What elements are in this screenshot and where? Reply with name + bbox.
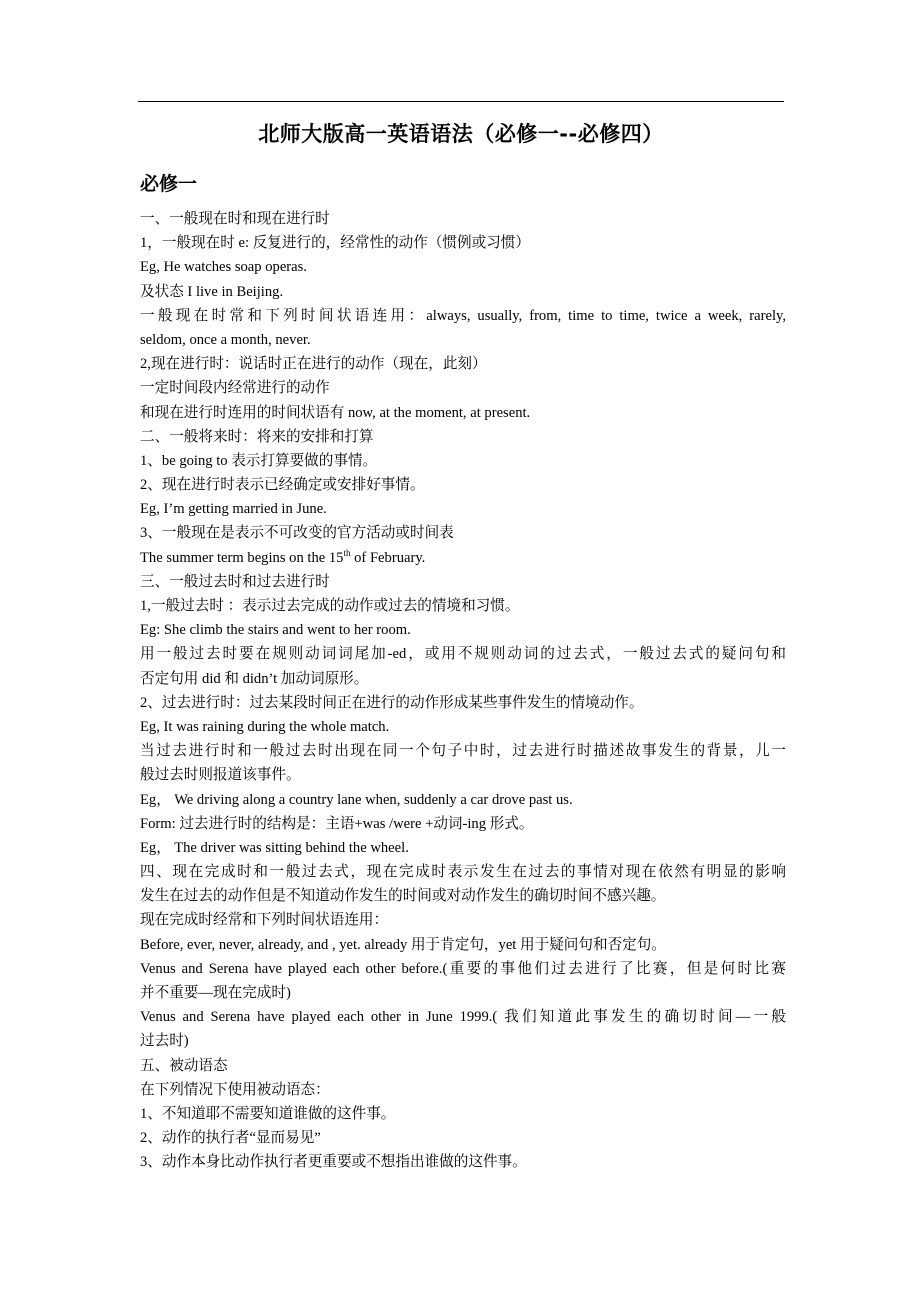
text-fragment: The summer term begins on the 15 — [140, 549, 344, 566]
header-rule — [138, 101, 784, 102]
text-line: Venus and Serena have played each other before.(重要的事他们过去进行了比赛，但是何时比赛 — [140, 960, 786, 977]
text-line: 和现在进行时连用的时间状语有 now, at the moment, at present. — [140, 404, 531, 421]
text-line: 四、现在完成时和一般过去式，现在完成时表示发生在过去的事情对现在依然有明显的影响 — [140, 864, 786, 881]
text-line: 1、不知道耶不需要知道谁做的这件事。 — [140, 1105, 396, 1122]
text-line: 2、现在进行时表示已经确定或安排好事情。 — [140, 477, 425, 494]
text-line: 现在完成时经常和下列时间状语连用： — [140, 912, 389, 929]
text-line: 发生在过去的动作但是不知道动作发生的时间或对动作发生的确切时间不感兴趣。 — [140, 888, 666, 905]
ordinal-superscript: th — [343, 547, 351, 558]
document-body — [140, 207, 786, 1175]
text-line: 1、be going to 表示打算要做的事情。 — [140, 452, 378, 469]
text-line: seldom, once a month, never. — [140, 331, 311, 348]
text-line: 2、动作的执行者“显而易见” — [140, 1130, 321, 1147]
text-line: 当过去进行时和一般过去时出现在同一个句子中时，过去进行时描述故事发生的背景，儿一 — [140, 743, 786, 760]
text-line: 般过去时则报道该事件。 — [140, 767, 301, 784]
text-line: Form: 过去进行时的结构是：主语+was /were +动词-ing 形式。 — [140, 815, 534, 832]
text-line: 2,现在进行时：说话时正在进行的动作（现在，此刻） — [140, 356, 487, 373]
text-line: Eg, I’m getting married in June. — [140, 501, 327, 518]
text-line: 三、一般过去时和过去进行时 — [140, 573, 330, 590]
text-line: Venus and Serena have played each other in June 1999.( 我们知道此事发生的确切时间—一般 — [140, 1009, 786, 1026]
text-line: 一定时间段内经常进行的动作 — [140, 380, 330, 397]
text-line: Eg, It was raining during the whole match. — [140, 718, 390, 735]
text-line: 一般现在时常和下列时间状语连用：always, usually, from, time to time, twice a week, rarely, — [140, 307, 786, 324]
text-line: Eg， The driver was sitting behind the wheel. — [140, 839, 409, 856]
text-line: 在下列情况下使用被动语态： — [140, 1081, 330, 1098]
section-heading: 必修一 — [140, 173, 198, 195]
text-line: 一、一般现在时和现在进行时 — [140, 211, 330, 227]
text-line: Eg， We driving along a country lane when, suddenly a car drove past us. — [140, 791, 573, 808]
text-line: 过去时) — [140, 1033, 189, 1050]
text-line: Eg, He watches soap operas. — [140, 259, 307, 276]
text-line: 3、一般现在是表示不可改变的官方活动或时间表 — [140, 525, 454, 542]
text-line: Eg: She climb the stairs and went to her room. — [140, 622, 411, 639]
text-line: 1,一般过去时 ：表示过去完成的动作或过去的情境和习惯。 — [140, 598, 520, 614]
text-line: 并不重要—现在完成时) — [140, 985, 291, 1001]
text-line: 二、一般将来时：将来的安排和打算 — [140, 428, 374, 445]
text-line: 否定句用 did 和 didn’t 加动词原形。 — [140, 670, 369, 687]
text-line: Before, ever, never, already, and , yet. already 用于肯定句，yet 用于疑问句和否定句。 — [140, 936, 666, 953]
text-line: 五、被动语态 — [140, 1057, 228, 1074]
text-line-with-superscript — [140, 546, 786, 570]
text-line: 2、过去进行时：过去某段时间正在进行的动作形成某些事件发生的情境动作。 — [140, 694, 644, 711]
text-line: 用一般过去时要在规则动词词尾加-ed，或用不规则动词的过去式，一般过去式的疑问句和 — [140, 646, 786, 663]
text-line: 及状态 I live in Beijing. — [140, 283, 284, 300]
text-line: 1，一般现在时 e: 反复进行的，经常性的动作（惯例或习惯） — [140, 235, 530, 252]
text-line: 3、动作本身比动作执行者更重要或不想指出谁做的这件事。 — [140, 1154, 527, 1171]
text-fragment: of February. — [350, 549, 426, 566]
document-title: 北师大版高一英语语法（必修一--必修四） — [258, 122, 664, 146]
